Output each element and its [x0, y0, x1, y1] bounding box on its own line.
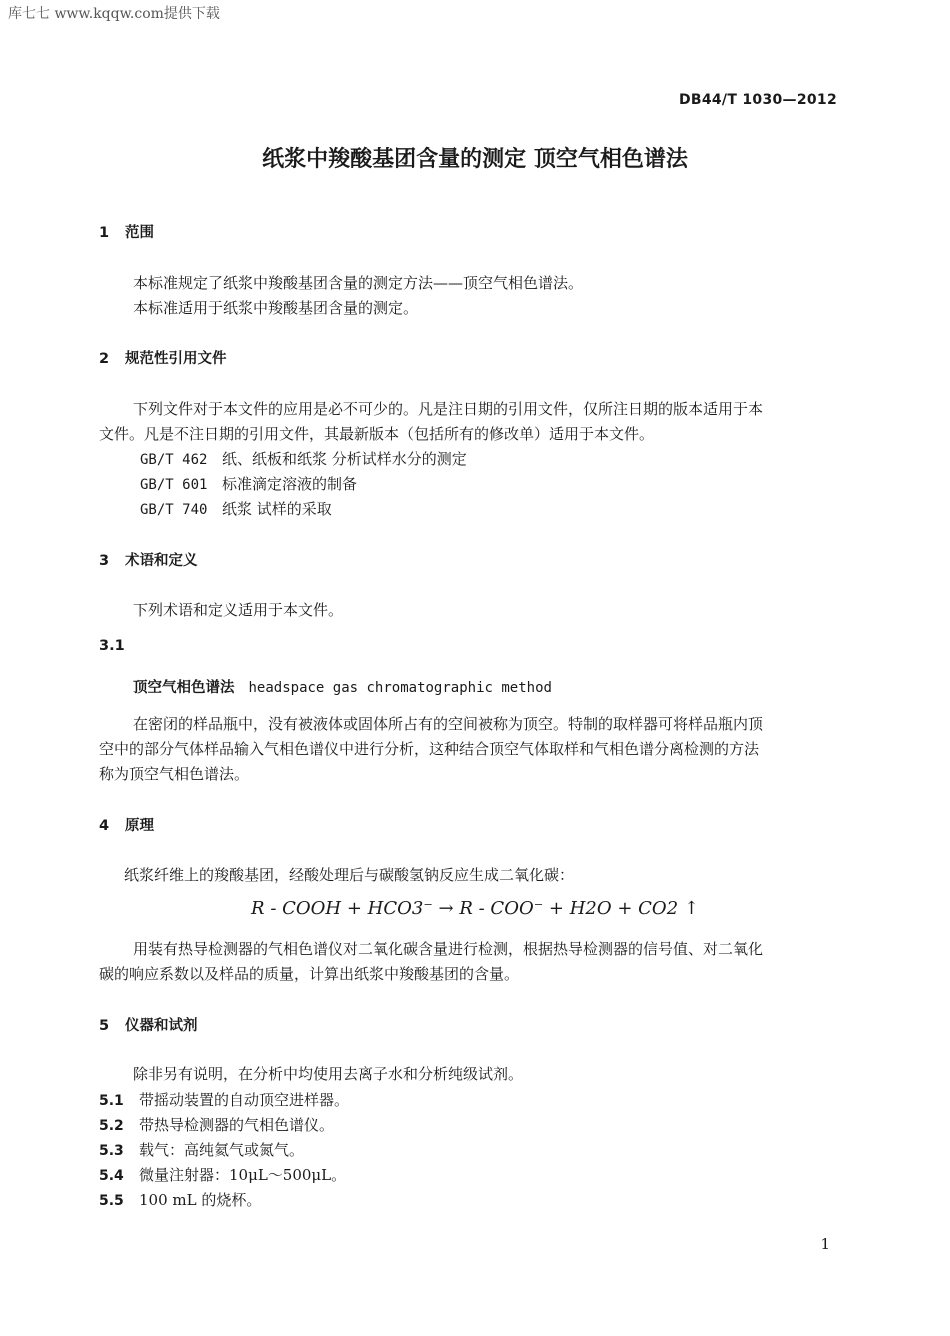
- paragraph: 纸浆纤维上的羧酸基团，经酸处理后与碳酸氢钠反应生成二氧化碳：: [124, 866, 575, 884]
- chemical-equation: R - COOH + HCO3⁻ → R - COO⁻ + H2O + CO2 ↑: [251, 898, 699, 919]
- section-number: 5: [99, 1018, 110, 1034]
- section-heading-apparatus: [99, 1014, 198, 1035]
- reference-title: 纸浆 试样的采取: [222, 500, 332, 518]
- section-title: 规范性引用文件: [125, 351, 227, 367]
- section-number: 1: [99, 225, 110, 241]
- page-number: 1: [820, 1235, 830, 1253]
- reference-item: [140, 473, 357, 494]
- paragraph: 下列术语和定义适用于本文件。: [133, 601, 344, 619]
- reference-title: 纸、纸板和纸浆 分析试样水分的测定: [222, 450, 467, 468]
- section-heading-scope: [99, 221, 154, 242]
- page-title: 纸浆中羧酸基团含量的测定 顶空气相色谱法: [262, 147, 688, 172]
- item-text: 载气：高纯氦气或氮气。: [139, 1141, 305, 1159]
- reference-title: 标准滴定溶液的制备: [222, 475, 358, 493]
- item-text: 带摇动装置的自动顶空进样器。: [139, 1091, 350, 1109]
- section-title: 仪器和试剂: [125, 1018, 198, 1034]
- item-number: 5.3: [99, 1143, 124, 1159]
- paragraph-line: 下列文件对于本文件的应用是必不可少的。凡是注日期的引用文件，仅所注日期的版本适用于本: [133, 400, 764, 418]
- list-item: [99, 1114, 334, 1135]
- paragraph: 本标准规定了纸浆中羧酸基团含量的测定方法——顶空气相色谱法。: [133, 274, 584, 292]
- section-heading-terms: [99, 549, 198, 570]
- item-text: 微量注射器：10μL～500μL。: [139, 1166, 347, 1184]
- item-number: 5.5: [99, 1193, 124, 1209]
- reference-code: GB/T 740: [140, 502, 208, 518]
- definition-line: 在密闭的样品瓶中，没有被液体或固体所占有的空间被称为顶空。特制的取样器可将样品瓶内顶: [133, 715, 764, 733]
- section-number: 2: [99, 351, 110, 367]
- list-item: [99, 1189, 261, 1210]
- list-item: [99, 1164, 346, 1185]
- item-number: 5.4: [99, 1168, 124, 1184]
- term-chinese: 顶空气相色谱法: [133, 680, 235, 696]
- paragraph-line: 文件。凡是不注日期的引用文件，其最新版本（包括所有的修改单）适用于本文件。: [99, 425, 655, 443]
- section-number: 3: [99, 553, 110, 569]
- section-title: 范围: [125, 225, 154, 241]
- item-number: 5.1: [99, 1093, 124, 1109]
- item-text: 100 mL 的烧杯。: [139, 1191, 262, 1209]
- definition-line: 空中的部分气体样品输入气相色谱仪中进行分析，这种结合顶空气体取样和气相色谱分离检测的方法: [99, 740, 760, 758]
- reference-code: GB/T 462: [140, 452, 208, 468]
- section-title: 术语和定义: [125, 553, 198, 569]
- item-text: 带热导检测器的气相色谱仪。: [139, 1116, 335, 1134]
- paragraph: 本标准适用于纸浆中羧酸基团含量的测定。: [133, 299, 419, 317]
- paragraph-line: 用装有热导检测器的气相色谱仪对二氧化碳含量进行检测，根据热导检测器的信号值、对二氧化: [133, 940, 764, 958]
- reference-item: [140, 448, 467, 469]
- paragraph: 除非另有说明，在分析中均使用去离子水和分析纯级试剂。: [133, 1065, 524, 1083]
- reference-item: [140, 498, 332, 519]
- definition-line: 称为顶空气相色谱法。: [99, 765, 250, 783]
- list-item: [99, 1089, 349, 1110]
- paragraph-line: 碳的响应系数以及样品的质量，计算出纸浆中羧酸基团的含量。: [99, 965, 520, 983]
- section-heading-normative-references: [99, 347, 227, 368]
- list-item: [99, 1139, 304, 1160]
- term-english: headspace gas chromatographic method: [248, 680, 552, 696]
- watermark: 库七七 www.kqqw.com提供下载: [8, 6, 220, 22]
- reference-code: GB/T 601: [140, 477, 208, 493]
- section-heading-principle: [99, 814, 154, 835]
- section-number: 4: [99, 818, 110, 834]
- section-title: 原理: [125, 818, 154, 834]
- item-number: 5.2: [99, 1118, 124, 1134]
- subsection-number: 3.1: [99, 638, 125, 654]
- document-number: DB44/T 1030—2012: [678, 92, 837, 108]
- term-entry: [133, 676, 552, 697]
